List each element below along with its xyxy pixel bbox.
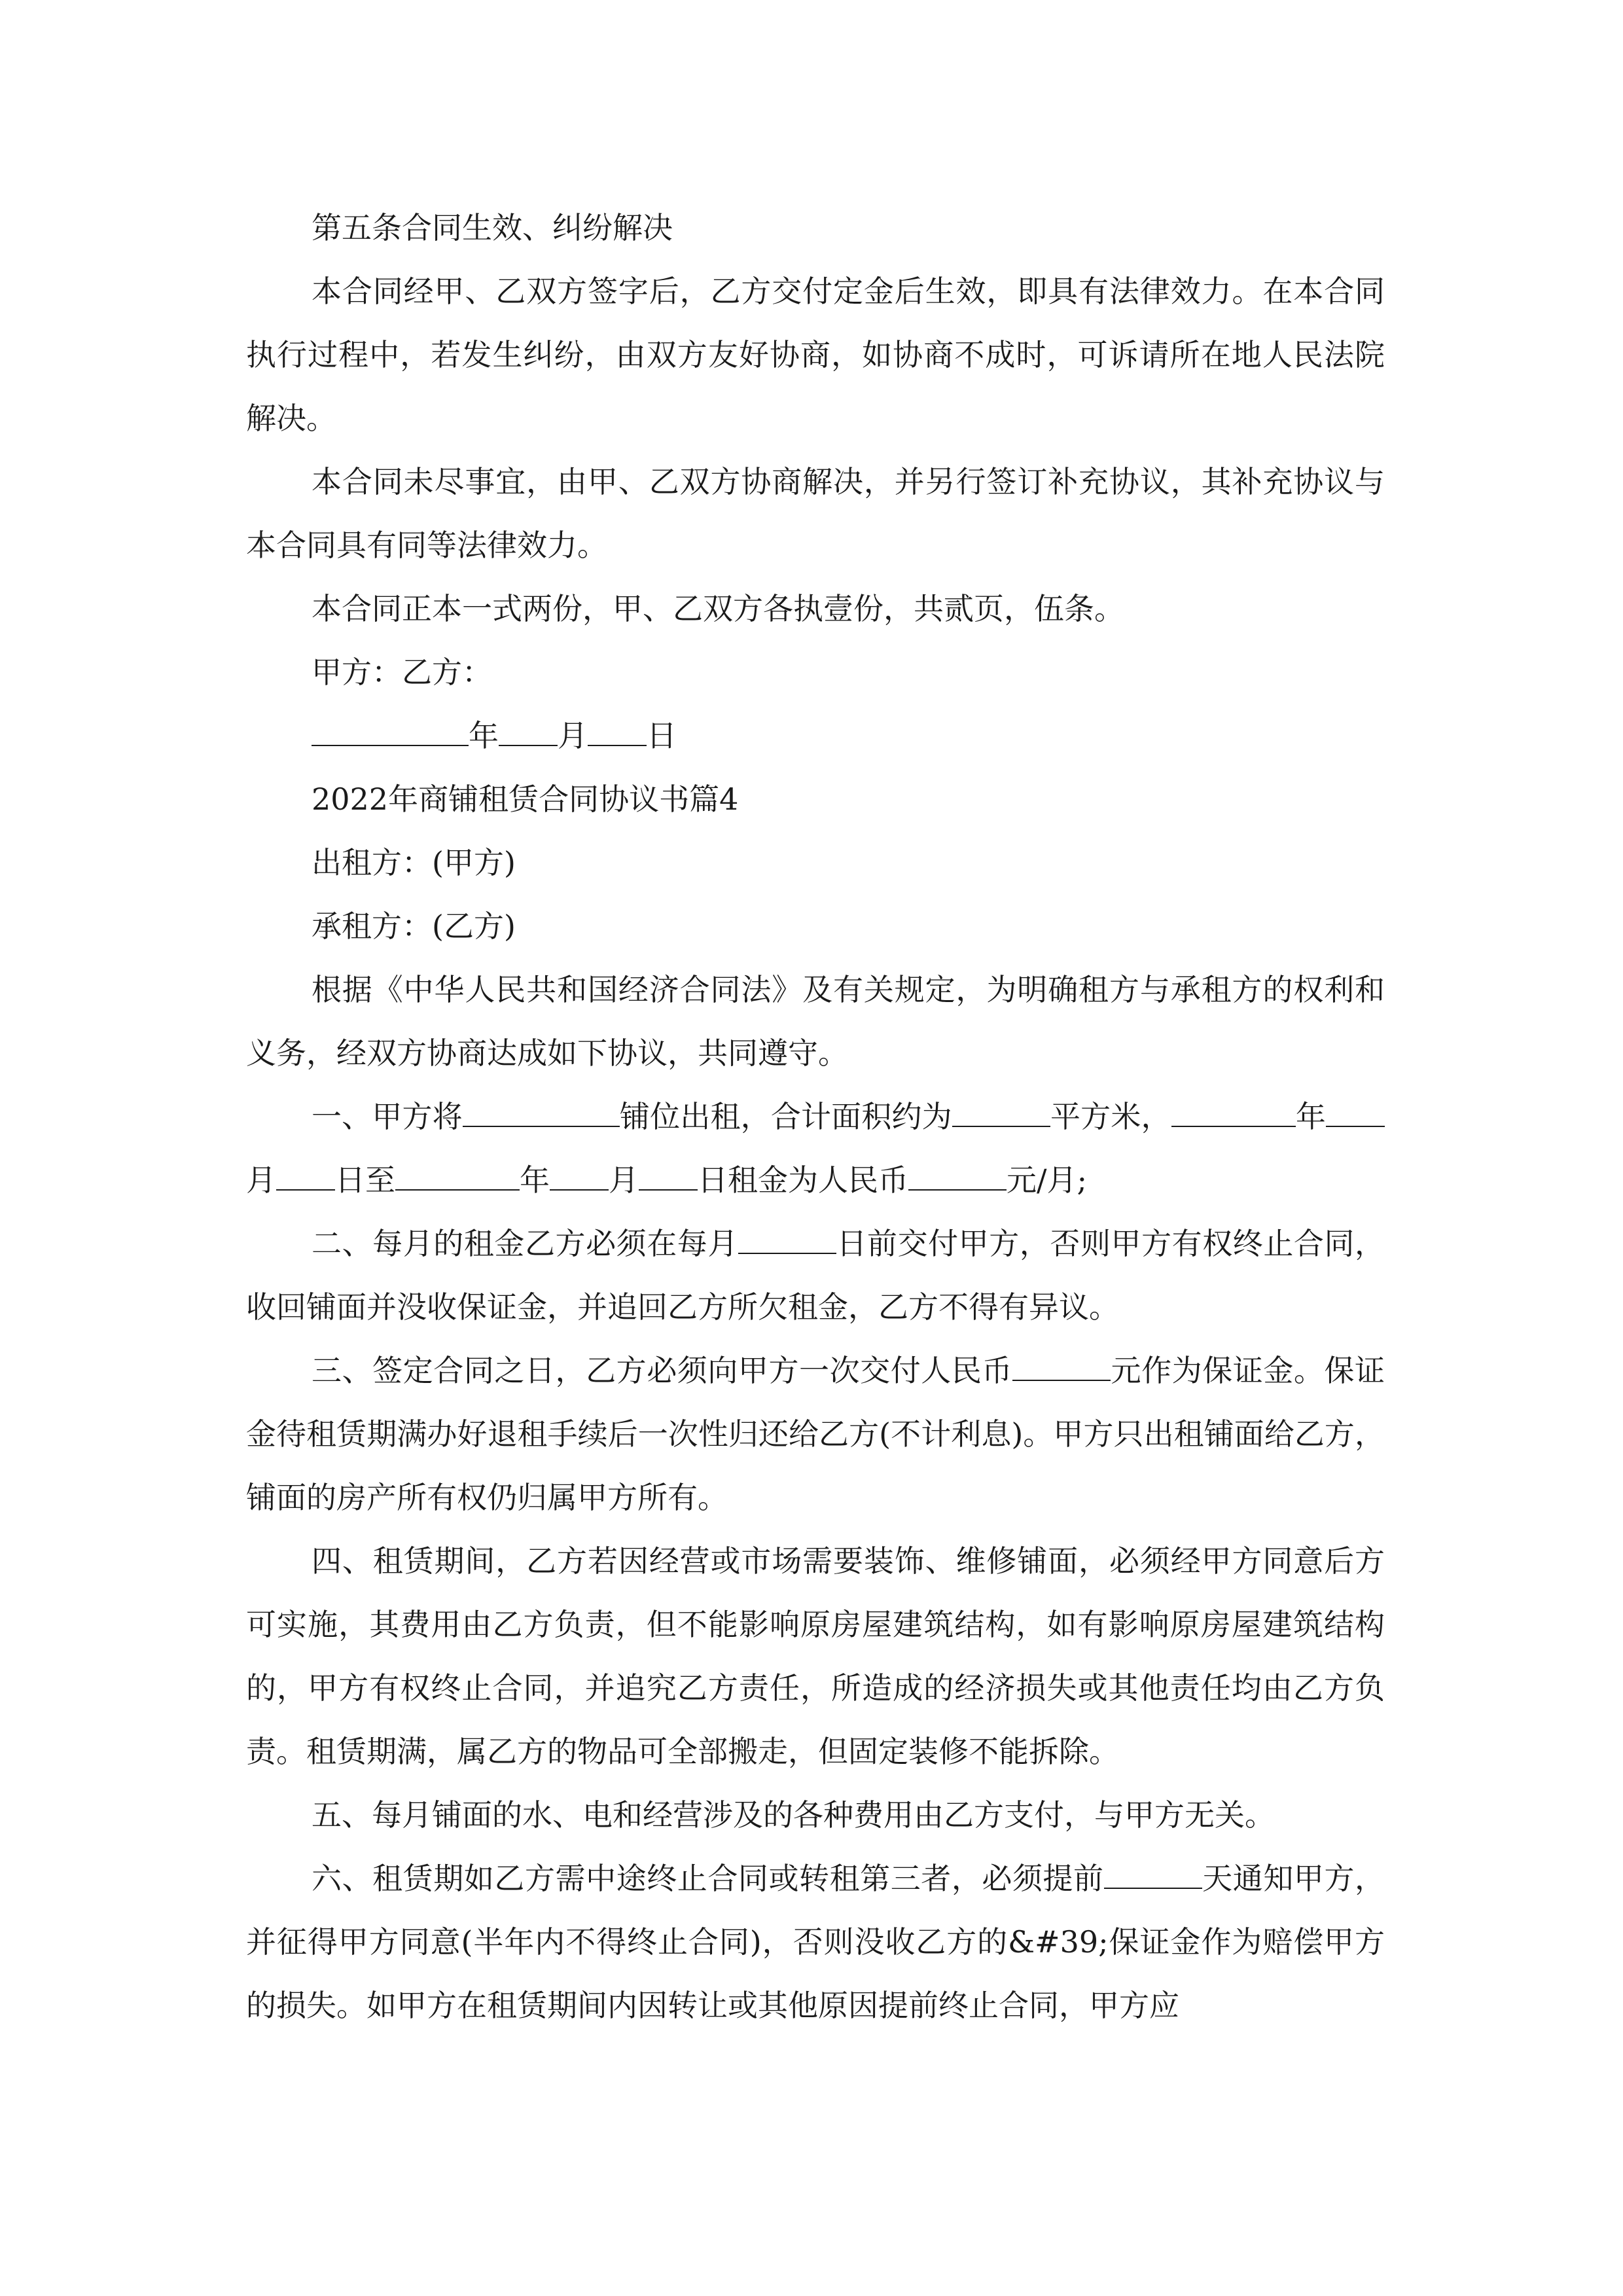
day-blank: [588, 715, 647, 746]
clause-3-text-b: 元作为保证金。保证金待租赁期满办好退租手续后一次性归还给乙方(不计利息)。甲方只出租铺面给乙方，铺面的房产所有权仍归属甲方所有。: [246, 1353, 1385, 1515]
lessee-line: 承租方：(乙方): [312, 908, 516, 944]
rent-blank: [908, 1159, 1007, 1191]
signature-line: 甲方：乙方：: [312, 655, 492, 690]
lessor-line: 出租方：(甲方): [312, 845, 516, 880]
date-line: [246, 704, 1385, 768]
clause-6-text-a: 六、租赁期如乙方需中途终止合同或转租第三者，必须提前: [312, 1861, 1104, 1896]
clause-3: [246, 1339, 1385, 1530]
year-blank: [312, 715, 469, 746]
clause-3-text-a: 三、签定合同之日，乙方必须向甲方一次交付人民币: [312, 1353, 1012, 1388]
end-day-blank: [639, 1159, 698, 1191]
rent-unit: 元/月;: [1007, 1162, 1087, 1198]
start-day-blank: [276, 1159, 335, 1191]
clause-1-text-b: 铺位出租，合计面积约为: [619, 1099, 952, 1134]
section-heading-4: 2022年商铺租赁合同协议书篇4: [312, 781, 739, 817]
intro-paragraph: 根据《中华人民共和国经济合同法》及有关规定，为明确租方与承租方的权利和义务，经双方协商达成如下协议，共同遵守。: [246, 972, 1385, 1071]
clause-4: 四、租赁期间，乙方若因经营或市场需要装饰、维修铺面，必须经甲方同意后方可实施，其费用由乙方负责，但不能影响原房屋建筑结构，如有影响原房屋建筑结构的，甲方有权终止合同，并追究乙方责任，所造成的经济损失或其他责任均由乙方负责。租赁期满，属乙方的物品可全部搬走，但固定装修不能拆除。: [246, 1543, 1385, 1769]
end-year-blank: [395, 1159, 520, 1191]
clause-1-text-a: 一、甲方将: [312, 1099, 463, 1134]
end-month-label: 月: [609, 1162, 639, 1198]
start-year-label: 年: [1295, 1099, 1327, 1134]
deposit-blank: [1012, 1350, 1111, 1381]
start-month-blank: [1326, 1096, 1385, 1127]
section5-title: 第五条合同生效、纠纷解决: [312, 210, 673, 245]
end-year-label: 年: [520, 1162, 550, 1198]
clause-1-text-c: 平方米，: [1050, 1099, 1171, 1134]
end-day-label: 日租金为人民币: [698, 1162, 908, 1198]
shop-number-blank: [463, 1096, 620, 1127]
clause-2-text-a: 二、每月的租金乙方必须在每月: [312, 1226, 738, 1261]
start-day-label: 日至: [335, 1162, 395, 1198]
area-blank: [952, 1096, 1050, 1127]
start-year-blank: [1171, 1096, 1296, 1127]
section5-paragraph-3: 本合同正本一式两份，甲、乙双方各执壹份，共贰页，伍条。: [312, 591, 1124, 626]
end-month-blank: [550, 1159, 609, 1191]
month-label: 月: [558, 718, 588, 753]
notice-days-blank: [1104, 1857, 1202, 1889]
clause-1: [246, 1085, 1385, 1212]
clause-5: 五、每月铺面的水、电和经营涉及的各种费用由乙方支付，与甲方无关。: [312, 1797, 1275, 1833]
day-label: 日: [647, 718, 677, 753]
section5-paragraph-2: 本合同未尽事宜，由甲、乙双方协商解决，并另行签订补充协议，其补充协议与本合同具有同等法律效力。: [246, 464, 1385, 563]
document-page: [246, 196, 1385, 2037]
clause-6-text-b: 天通知甲方，并征得甲方同意(半年内不得终止合同)，否则没收乙方的&#39;保证金作为赔偿甲方的损失。如甲方在租赁期间内因转让或其他原因提前终止合同，甲方应: [246, 1861, 1385, 2023]
clause-2-text-b: 日前交付甲方，否则甲方有权终止合同，收回铺面并没收保证金，并追回乙方所欠租金，乙方不得有异议。: [246, 1226, 1385, 1325]
year-label: 年: [469, 718, 499, 753]
month-blank: [499, 715, 558, 746]
clause-6: [246, 1847, 1385, 2037]
payment-day-blank: [738, 1223, 836, 1254]
clause-2: [246, 1212, 1385, 1339]
start-month-label: 月: [246, 1162, 276, 1198]
section5-paragraph-1: 本合同经甲、乙双方签字后，乙方交付定金后生效，即具有法律效力。在本合同执行过程中，若发生纠纷，由双方友好协商，如协商不成时，可诉请所在地人民法院解决。: [246, 274, 1385, 436]
